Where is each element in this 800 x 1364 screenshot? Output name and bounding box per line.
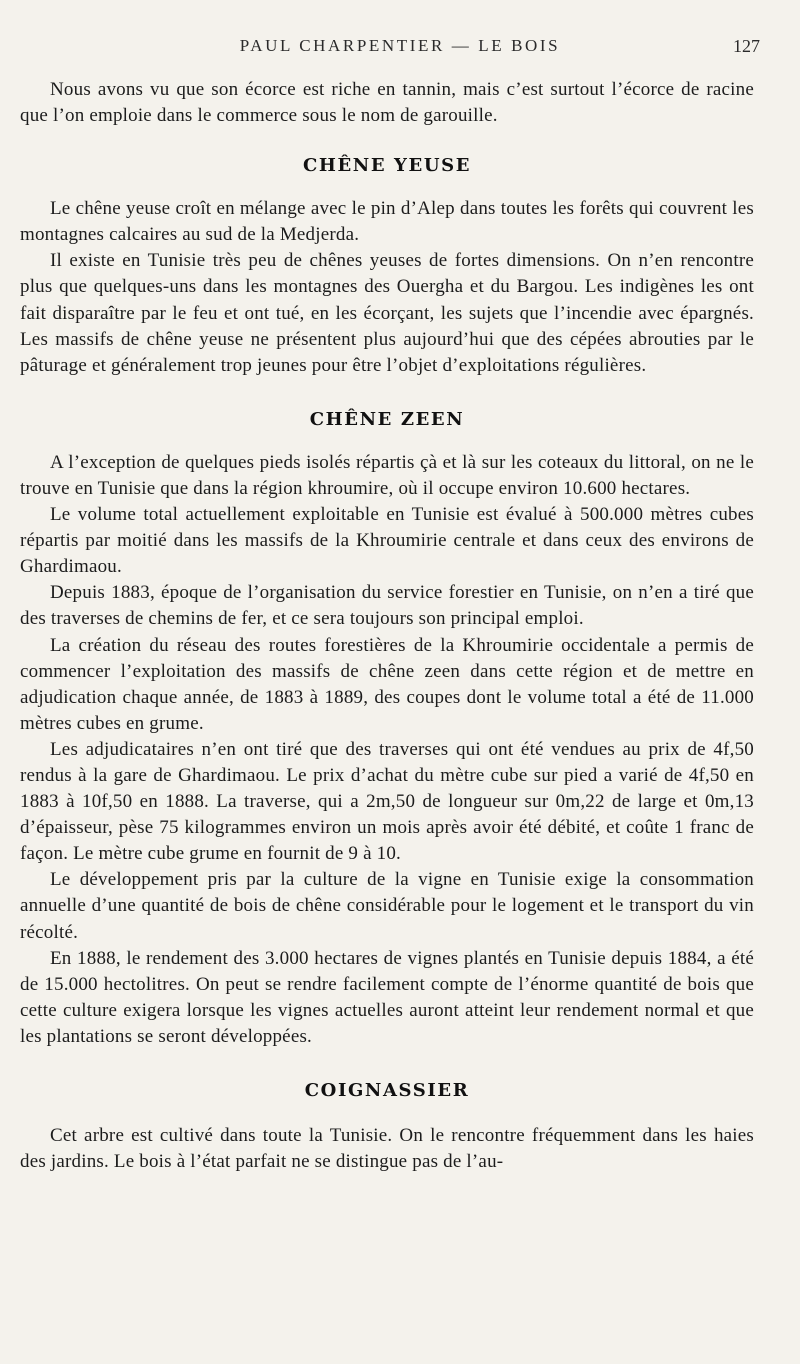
heading-coignassier: COIGNASSIER xyxy=(304,1080,470,1101)
paragraph-zeen-3: Depuis 1883, époque de l’organisation du service forestier en Tunisie, on n’en a tiré que des traverses de chemins de fer, et ce sera toujours son principal emploi. xyxy=(20,582,754,630)
page-number: 127 xyxy=(733,36,760,56)
running-head xyxy=(0,36,800,60)
paragraph-coignassier-1: Cet arbre est cultivé dans toute la Tunisie. On le rencontre fréquemment dans les haies des jardins. Le bois à l’état parfait ne se distingue pas de l’au- xyxy=(20,1125,754,1173)
paragraph-intro: Nous avons vu que son écorce est riche en tannin, mais c’est surtout l’écorce de racine que l’on emploie dans le commerce sous le nom de garouille. xyxy=(20,79,754,127)
heading-chene-yeuse: CHÊNE YEUSE xyxy=(302,155,472,177)
body-text xyxy=(20,77,754,1175)
paragraph-zeen-7: En 1888, le rendement des 3.000 hectares de vignes plantés en Tunisie depuis 1884, a été de 15.000 hectolitres. On peut se rendre facilement compte de l’énorme quantité de bois que cette culture exigera lorsque les vignes actuelles auront atteint leur rendement normal et que les plantations se seront développées. xyxy=(20,947,754,1047)
paragraph-zeen-6: Le développement pris par la culture de la vigne en Tunisie exige la consommation annuelle d’une quantité de bois de chêne considérable pour le logement et le transport du vin récolté. xyxy=(20,869,754,943)
paragraph-yeuse-1: Le chêne yeuse croît en mélange avec le pin d’Alep dans toutes les forêts qui couvrent les montagnes calcaires au sud de la Medjerda. xyxy=(20,198,754,246)
paragraph-zeen-5: Les adjudicataires n’en ont tiré que des traverses qui ont été vendues au prix de 4f,50 rendus à la gare de Ghardimaou. Le prix d’achat du mètre cube sur pied a varié de 4f,50 en 1883 à 10f,50 en 1888. La traverse, qui a 2m,50 de longueur sur 0m,22 de large et 0m,13 d’épaisseur, pèse 75 kilogrammes environ un mois après avoir été débité, et coûte 1 franc de façon. Le mètre cube grume en fournit de 9 à 10. xyxy=(20,738,754,865)
paragraph-zeen-2: Le volume total actuellement exploitable en Tunisie est évalué à 500.000 mètres cubes répartis par moitié dans les massifs de la Khroumirie centrale et dans ceux des environs de Ghardimaou. xyxy=(20,504,754,578)
heading-chene-zeen: CHÊNE ZEEN xyxy=(309,408,465,430)
running-title: PAUL CHARPENTIER — LE BOIS xyxy=(239,36,561,55)
paragraph-zeen-4: La création du réseau des routes forestières de la Khroumirie occidentale a permis de commencer l’exploitation des massifs de chêne zeen dans cette région et de mettre en adjudication chaque année, de 1883 à 1889, des coupes dont le volume total a été de 11.000 mètres cubes en grume. xyxy=(20,634,754,734)
paragraph-yeuse-2: Il existe en Tunisie très peu de chênes yeuses de fortes dimensions. On n’en rencontre plus que quelques-uns dans les montagnes des Ouergha et du Bargou. Les indigènes les ont fait disparaître par le feu et ont tué, en les écorçant, les sujets que l’incendie avec épargnés. Les massifs de chêne yeuse ne présentent plus aujourd’hui que des cépées abrouties par le pâturage et généralement trop jeunes pour être l’objet d’exploitations régulières. xyxy=(20,250,754,376)
paragraph-zeen-1: A l’exception de quelques pieds isolés répartis çà et là sur les coteaux du littoral, on ne le trouve en Tunisie que dans la région khroumire, où il occupe environ 10.600 hectares. xyxy=(20,451,754,499)
